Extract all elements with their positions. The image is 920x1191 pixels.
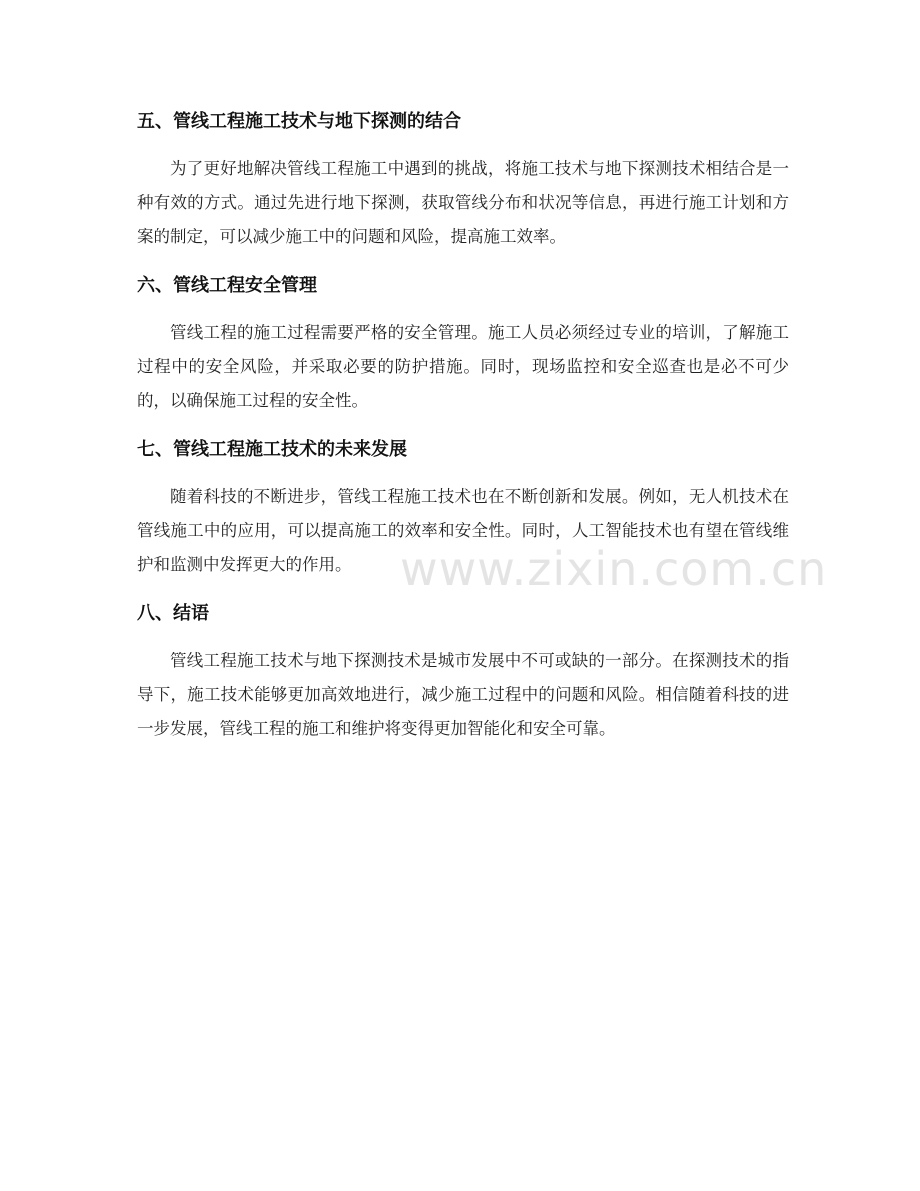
section-heading: 六、管线工程安全管理: [137, 275, 317, 296]
section-heading: 八、结语: [137, 603, 209, 624]
section-paragraph: 管线工程施工技术与地下探测技术是城市发展中不可或缺的一部分。在探测技术的指导下，施工技术能够更加高效地进行，减少施工过程中的问题和风险。相信随着科技的进一步发展，管线工程的施工和维护将变得更加智能化和安全可靠。: [137, 651, 789, 738]
document-content: [137, 104, 789, 760]
section-paragraph: 随着科技的不断进步，管线工程施工技术也在不断创新和发展。例如，无人机技术在管线施工中的应用，可以提高施工的效率和安全性。同时，人工智能技术也有望在管线维护和监测中发挥更大的作用。: [137, 487, 789, 574]
section-paragraph: 为了更好地解决管线工程施工中遇到的挑战，将施工技术与地下探测技术相结合是一种有效的方式。通过先进行地下探测，获取管线分布和状况等信息，再进行施工计划和方案的制定，可以减少施工中的问题和风险，提高施工效率。: [137, 159, 789, 246]
section-7: [137, 432, 789, 582]
section-6: [137, 268, 789, 418]
section-5: [137, 104, 789, 254]
section-8: [137, 596, 789, 746]
section-heading: 五、管线工程施工技术与地下探测的结合: [137, 111, 461, 132]
watermark: www.zixin.com.cn: [400, 542, 828, 596]
section-paragraph: 管线工程的施工过程需要严格的安全管理。施工人员必须经过专业的培训，了解施工过程中的安全风险，并采取必要的防护措施。同时，现场监控和安全巡查也是必不可少的，以确保施工过程的安全性。: [137, 323, 789, 410]
section-heading: 七、管线工程施工技术的未来发展: [137, 439, 407, 460]
